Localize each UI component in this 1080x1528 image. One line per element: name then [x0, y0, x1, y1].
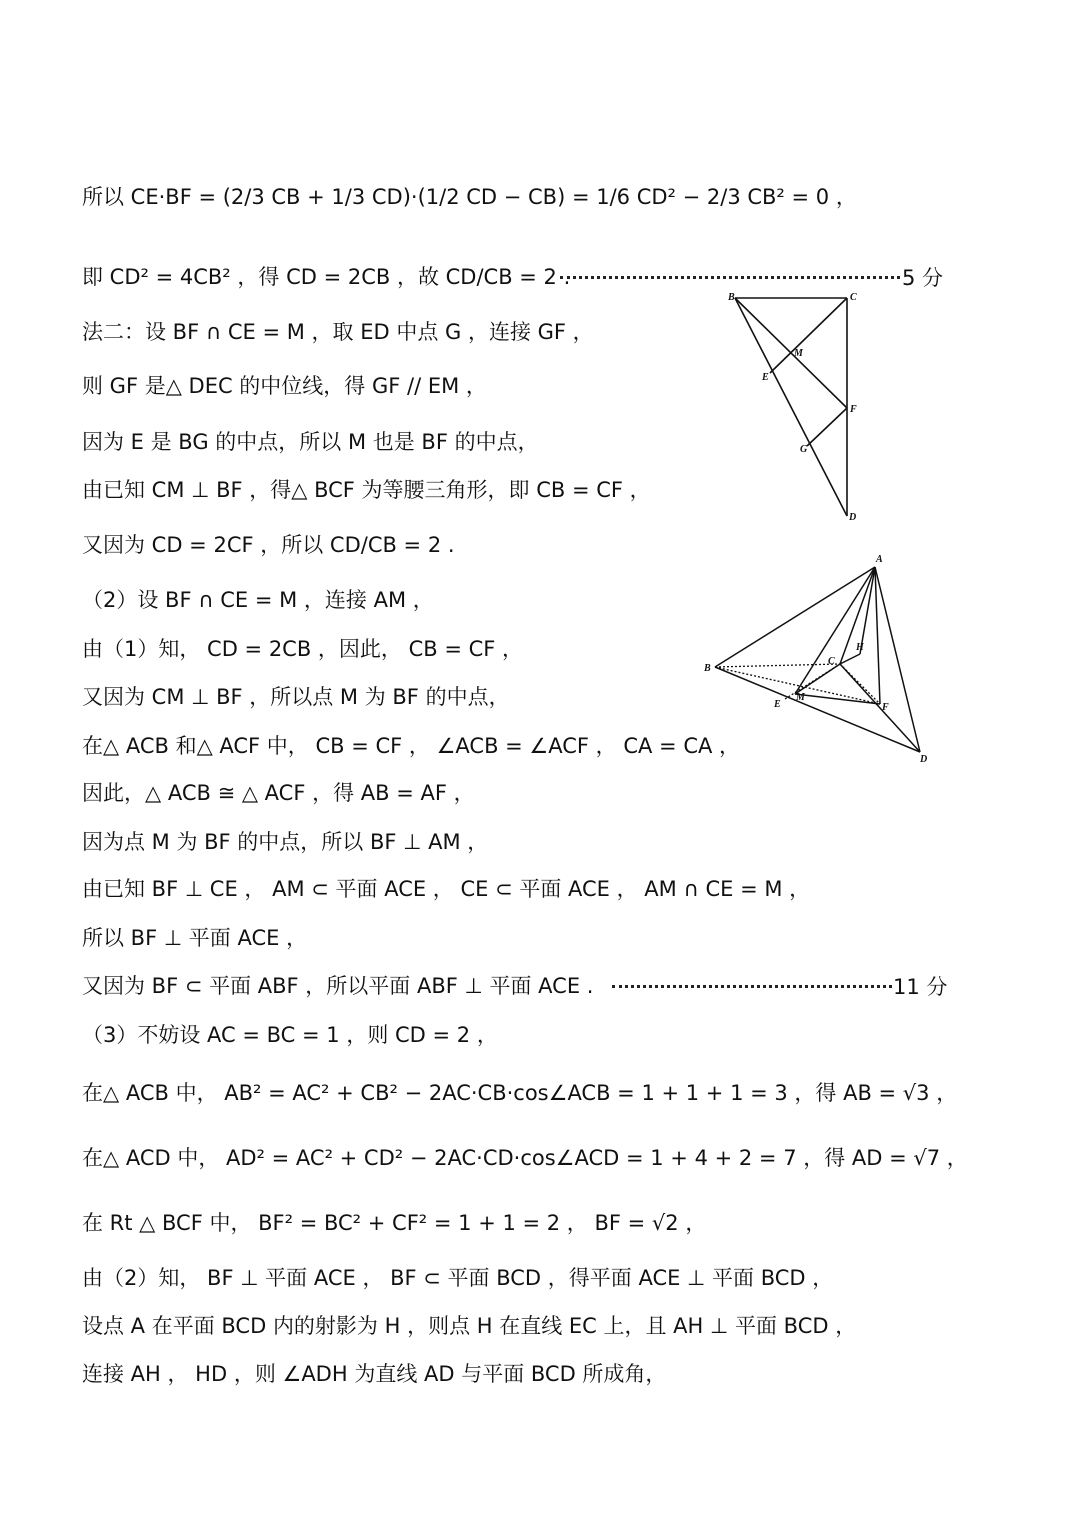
label-m: M — [796, 692, 805, 703]
text-line: 又因为 CM ⊥ BF ，所以点 M 为 BF 的中点， — [82, 685, 510, 709]
text-line: 因为点 M 为 BF 的中点，所以 BF ⊥ AM ， — [82, 830, 489, 854]
label-f: F — [850, 404, 857, 415]
text-line: 由已知 BF ⊥ CE ， AM ⊂ 平面 ACE ， CE ⊂ 平面 ACE ， AM ∩ CE = M ， — [82, 877, 811, 901]
text-line: 又因为 CD = 2CF ，所以 CD/CB = 2 . — [82, 533, 455, 557]
text-line: 在 Rt △ BCF 中， BF² = BC² + CF² = 1 + 1 = 2 ， BF = √2 ， — [82, 1211, 707, 1235]
text-line: 法二：设 BF ∩ CE = M ，取 ED 中点 G ，连接 GF ， — [82, 320, 594, 344]
score-marker: 11 分 — [893, 975, 948, 999]
figure-triangle-bcd — [720, 288, 870, 528]
text-line: 设点 A 在平面 BCD 内的射影为 H ，则点 H 在直线 EC 上，且 AH ⊥ 平面 BCD ， — [82, 1314, 857, 1338]
text-line: 由已知 CM ⊥ BF ，得△ BCF 为等腰三角形，即 CB = CF ， — [82, 478, 651, 502]
text-line: 在△ ACB 和△ ACF 中， CB = CF ， ∠ACB = ∠ACF ， CA = CA ， — [82, 734, 741, 758]
text-line: 所以 BF ⊥ 平面 ACE ， — [82, 926, 308, 950]
label-f: F — [882, 702, 889, 713]
score-leader-dots — [612, 985, 892, 988]
score-leader-dots — [560, 276, 900, 279]
label-c: C — [850, 292, 857, 303]
text-line: 连接 AH ， HD ，则 ∠ADH 为直线 AD 与平面 BCD 所成角， — [82, 1362, 667, 1386]
label-b: B — [704, 663, 711, 674]
text-line: 由（1）知， CD = 2CB ，因此， CB = CF ， — [82, 637, 524, 661]
label-c: C — [828, 656, 835, 667]
text-line: （2）设 BF ∩ CE = M ，连接 AM ， — [82, 588, 434, 612]
label-d: D — [920, 754, 928, 765]
score-marker: 5 分 — [902, 266, 944, 290]
label-g: G — [800, 444, 808, 455]
text-line: 因为 E 是 BG 的中点，所以 M 也是 BF 的中点， — [82, 430, 539, 454]
text-line: 由（2）知， BF ⊥ 平面 ACE ， BF ⊂ 平面 BCD ，得平面 ACE ⊥ 平面 BCD ， — [82, 1266, 834, 1290]
text-line: 因此，△ ACB ≅ △ ACF ，得 AB = AF ， — [82, 781, 475, 805]
text-line: （3）不妨设 AC = BC = 1 ，则 CD = 2 ， — [82, 1023, 498, 1047]
text-line: 即 CD² = 4CB² ，得 CD = 2CB ，故 CD/CB = 2 . — [82, 265, 571, 289]
text-line: 所以 CE·BF = (2/3 CB + 1/3 CD)·(1/2 CD − CB) = 1/6 CD² − 2/3 CB² = 0 ， — [82, 185, 857, 209]
label-d: D — [849, 512, 857, 523]
label-h: H — [856, 642, 864, 653]
label-b: B — [728, 292, 735, 303]
label-e: E — [774, 699, 781, 710]
text-line: 又因为 BF ⊂ 平面 ABF ，所以平面 ABF ⊥ 平面 ACE . — [82, 974, 594, 998]
text-line: 在△ ACB 中， AB² = AC² + CB² − 2AC·CB·cos∠ACB = 1 + 1 + 1 = 3 ，得 AB = √3 ， — [82, 1081, 958, 1105]
label-e: E — [762, 372, 769, 383]
figure-tetrahedron — [700, 552, 940, 767]
text-line: 则 GF 是△ DEC 的中位线，得 GF // EM ， — [82, 374, 487, 398]
label-m: M — [794, 348, 803, 359]
text-line: 在△ ACD 中， AD² = AC² + CD² − 2AC·CD·cos∠ACD = 1 + 4 + 2 = 7 ，得 AD = √7 ， — [82, 1146, 968, 1170]
label-a: A — [876, 554, 883, 565]
